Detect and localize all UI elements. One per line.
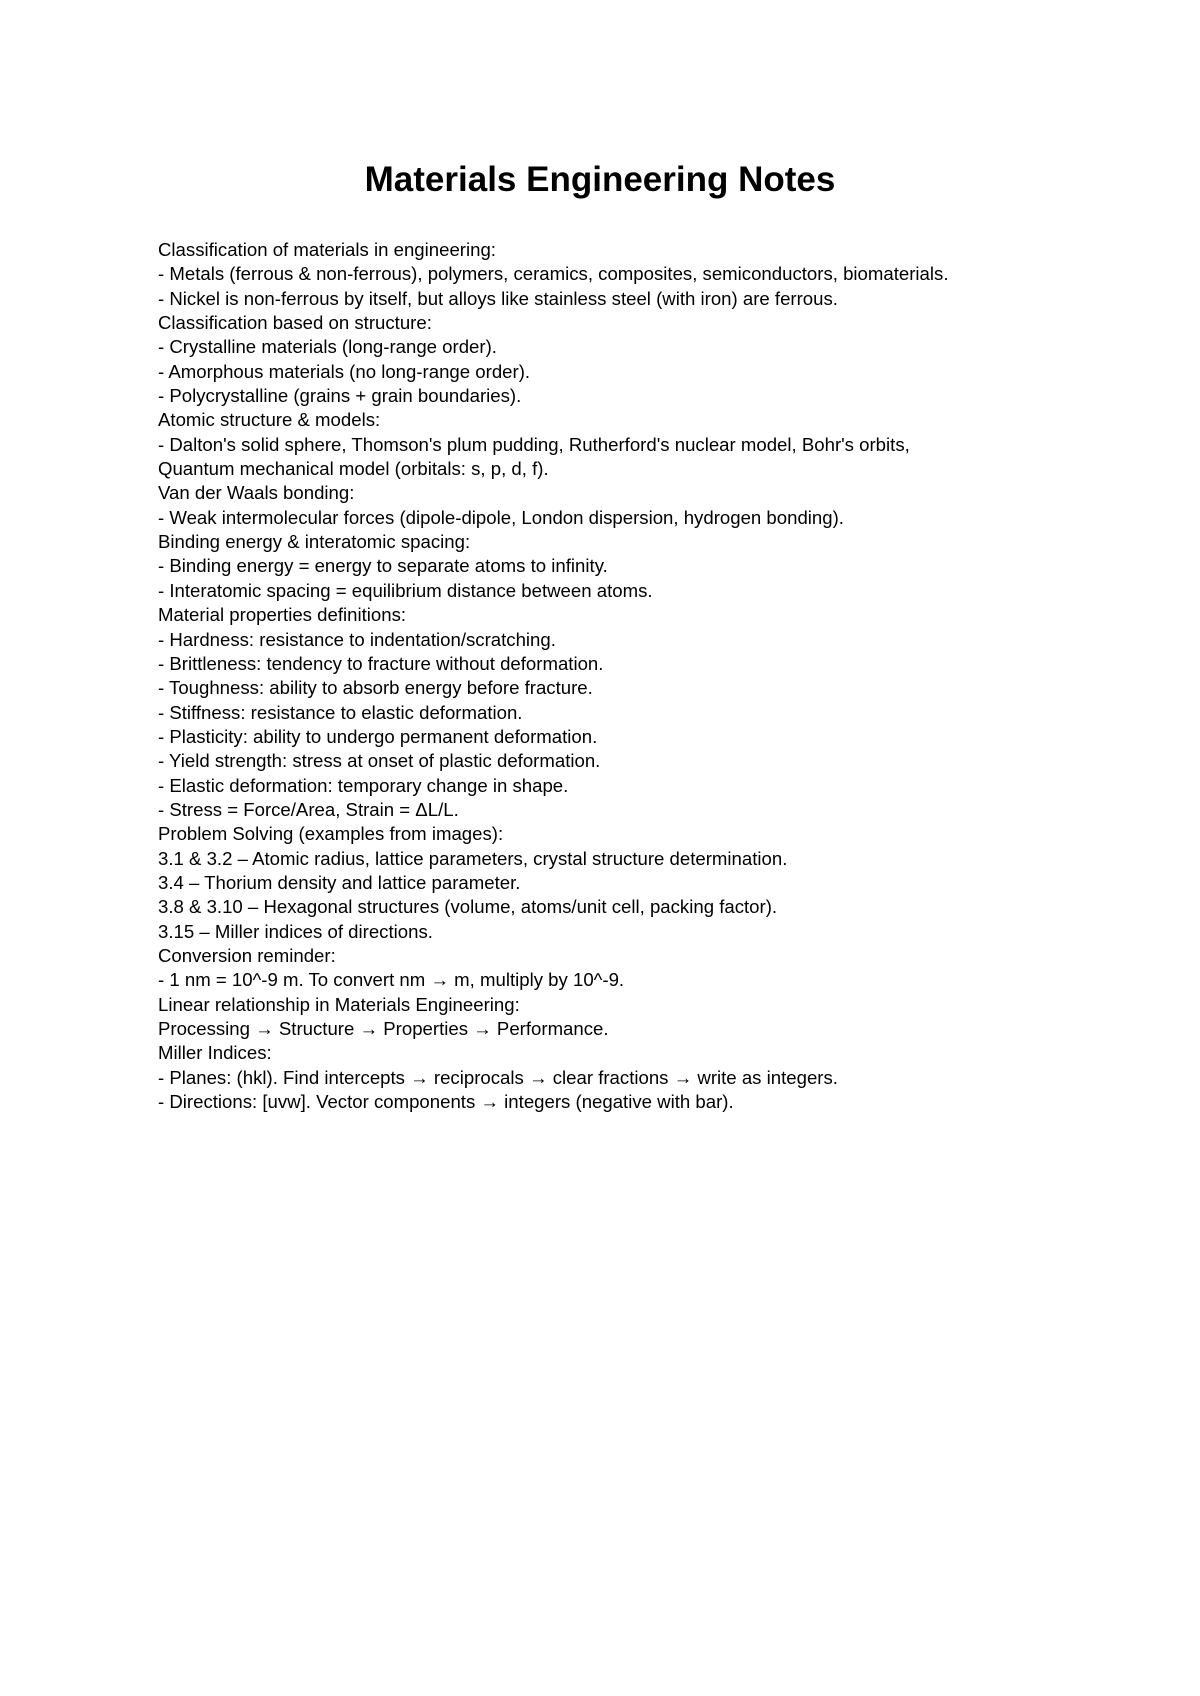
notes-line: Miller Indices:	[158, 1042, 272, 1064]
notes-line: - Nickel is non-ferrous by itself, but alloys like stainless steel (with iron) are ferrous.	[158, 287, 838, 309]
notes-line: - Amorphous materials (no long-range order).	[158, 360, 531, 382]
notes-line: 3.8 & 3.10 – Hexagonal structures (volume, atoms/unit cell, packing factor).	[158, 896, 778, 918]
notes-line: - Hardness: resistance to indentation/scratching.	[158, 628, 556, 650]
notes-line: - Planes: (hkl). Find intercepts → reciprocals → clear fractions → write as integers.	[158, 1066, 838, 1088]
notes-line: - Interatomic spacing = equilibrium distance between atoms.	[158, 579, 653, 601]
notes-line: - Stress = Force/Area, Strain = ΔL/L.	[158, 798, 459, 820]
notes-line: Problem Solving (examples from images):	[158, 823, 504, 845]
notes-line: - Yield strength: stress at onset of plastic deformation.	[158, 750, 601, 772]
notes-line: Classification based on structure:	[158, 312, 432, 334]
notes-line: Quantum mechanical model (orbitals: s, p, d, f).	[158, 458, 549, 480]
notes-line: - 1 nm = 10^-9 m. To convert nm → m, multiply by 10^-9.	[158, 969, 625, 991]
notes-line: - Brittleness: tendency to fracture without deformation.	[158, 652, 604, 674]
notes-line: - Metals (ferrous & non-ferrous), polymers, ceramics, composites, semiconductors, biomaterials.	[158, 263, 949, 285]
notes-line: - Toughness: ability to absorb energy before fracture.	[158, 677, 593, 699]
notes-line: Van der Waals bonding:	[158, 482, 355, 504]
notes-line: - Polycrystalline (grains + grain boundaries).	[158, 385, 522, 407]
notes-line: Classification of materials in engineering:	[158, 239, 496, 260]
notes-line: Linear relationship in Materials Engineering:	[158, 993, 520, 1015]
notes-line: Binding energy & interatomic spacing:	[158, 531, 471, 553]
notes-line: 3.1 & 3.2 – Atomic radius, lattice parameters, crystal structure determination.	[158, 847, 788, 869]
notes-line: 3.15 – Miller indices of directions.	[158, 920, 433, 942]
notes-line: - Dalton's solid sphere, Thomson's plum pudding, Rutherford's nuclear model, Bohr's orbits,	[158, 433, 910, 455]
notes-line: - Directions: [uvw]. Vector components → integers (negative with bar).	[158, 1091, 734, 1113]
notes-line: - Binding energy = energy to separate atoms to infinity.	[158, 555, 608, 577]
notes-line: - Stiffness: resistance to elastic deformation.	[158, 701, 523, 723]
notes-line: 3.4 – Thorium density and lattice parameter.	[158, 871, 521, 893]
notes-line: Conversion reminder:	[158, 944, 336, 966]
page-title: Materials Engineering Notes	[364, 160, 836, 199]
notes-line: Atomic structure & models:	[158, 409, 381, 431]
notes-line: - Crystalline materials (long-range order).	[158, 336, 497, 358]
notes-line: Material properties definitions:	[158, 604, 407, 626]
notes-body	[158, 238, 1158, 1114]
notes-line: - Elastic deformation: temporary change in shape.	[158, 774, 569, 796]
notes-line: - Plasticity: ability to undergo permanent deformation.	[158, 725, 598, 747]
notes-line: Processing → Structure → Properties → Performance.	[158, 1018, 609, 1039]
notes-line: - Weak intermolecular forces (dipole-dipole, London dispersion, hydrogen bonding).	[158, 506, 844, 528]
